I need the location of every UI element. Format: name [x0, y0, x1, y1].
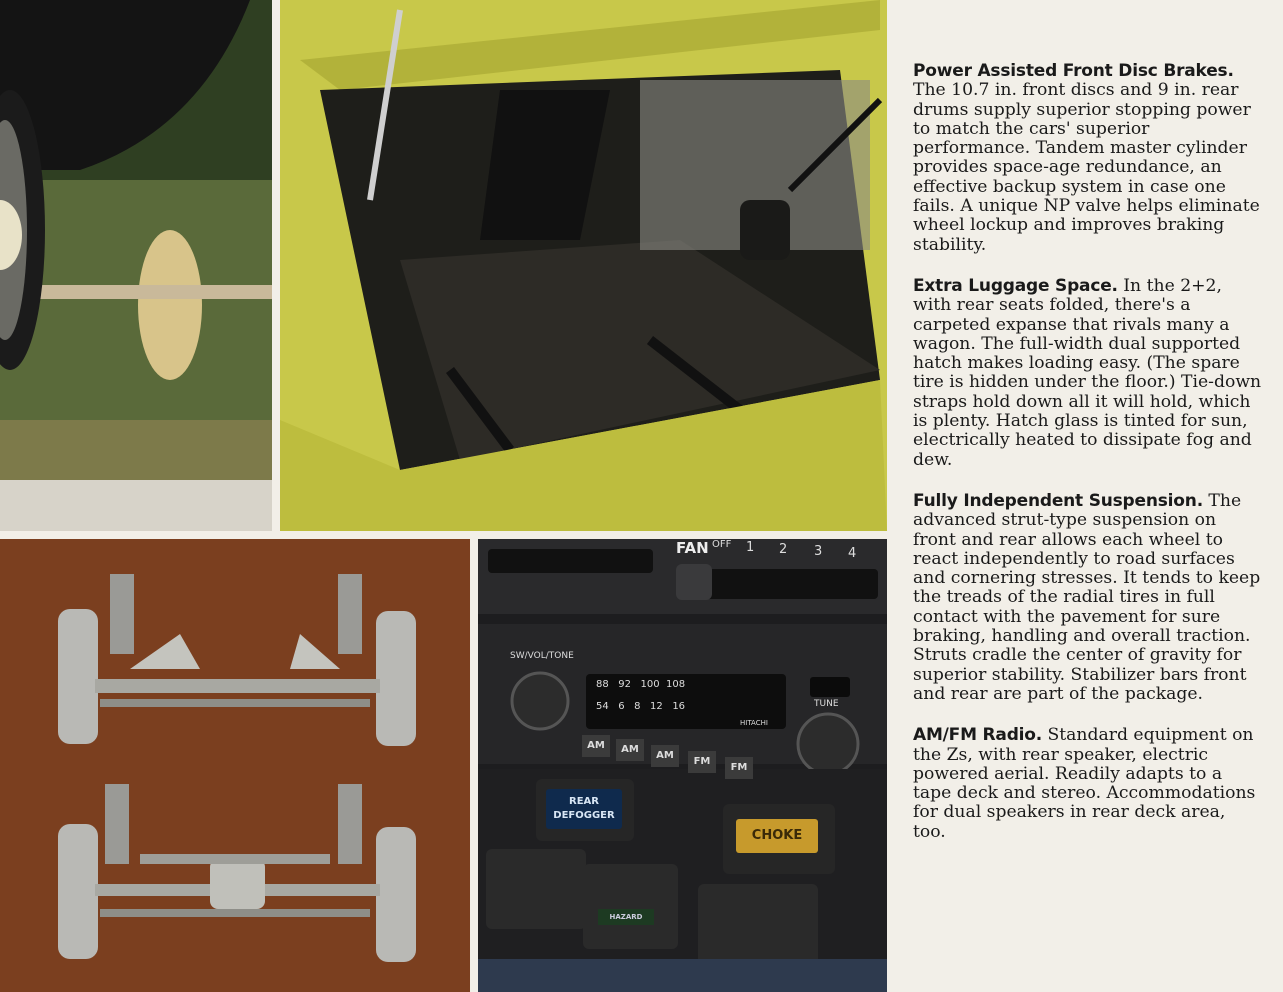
section-suspension	[913, 492, 1263, 704]
section-body: The advanced strut-type suspension on front and rear allows each wheel to react independently to road surfaces and cornering stresses. It tends to keep the treads of the radial tires in full contact with the pavement for sure braking, handling and overall traction. Struts cradle the center of gravity for superior stability. Stabilizer bars front and rear are part of the package.	[913, 490, 1261, 704]
choke-button[interactable]: CHOKE	[736, 819, 818, 853]
preset-button-4[interactable]: FM	[688, 751, 716, 773]
sw-vol-tone-label: SW/VOL/TONE	[510, 651, 574, 661]
rear-defogger-line2: DEFOGGER	[553, 810, 615, 821]
volume-knob[interactable]	[512, 673, 568, 729]
section-heading: AM/FM Radio.	[913, 725, 1043, 746]
mirror-photo-art	[0, 0, 272, 531]
suspension-photo	[0, 539, 470, 992]
preset-button-3[interactable]: AM	[651, 745, 679, 767]
section-body: In the 2+2, with rear seats folded, there's a carpeted expanse that rivals many a wagon. The full-width dual supported hatch makes loading easy. (The spare tire is hidden under the floor.) Tie-down straps hold down all it will hold, which is plenty. Hatch glass is tinted for sun, electrically heated to dissipate fog and dew.	[913, 275, 1262, 470]
radio-brand: HITACHI	[740, 719, 768, 727]
rear-defogger-button[interactable]	[546, 789, 622, 829]
luggage-photo-art	[280, 0, 887, 531]
tune-knob[interactable]	[798, 714, 858, 774]
section-brakes	[913, 62, 1263, 255]
dial-scale-am: 54 6 8 12 16	[596, 701, 686, 712]
section-radio	[913, 726, 1263, 842]
section-heading: Fully Independent Suspension.	[913, 490, 1203, 511]
fan-label: FAN	[676, 539, 709, 557]
dial-scale-fm: 88 92 100 108	[596, 679, 686, 690]
preset-button-1[interactable]: AM	[582, 735, 610, 757]
fan-speed-2: 2	[779, 542, 788, 557]
fan-speed-1: 1	[746, 540, 755, 555]
section-luggage	[913, 277, 1263, 470]
road-sign	[138, 230, 202, 380]
dashboard-photo	[478, 539, 887, 992]
section-body: The 10.7 in. front discs and 9 in. rear drums supply superior stopping power to match the cars' superior performance. Tandem master cylinder provides space-age redundance, an effective backup system in case one fails. A unique NP valve helps eliminate wheel lockup and improves braking stability.	[913, 80, 1260, 255]
section-heading: Extra Luggage Space.	[913, 275, 1118, 296]
mirror-photo	[0, 0, 272, 531]
suspension-photo-art	[0, 539, 470, 992]
preset-button-5[interactable]: FM	[725, 757, 753, 779]
fan-speed-3: 3	[814, 544, 823, 559]
luggage-photo	[280, 0, 887, 531]
tune-label: TUNE	[814, 699, 839, 709]
dashboard-photo-art	[478, 539, 887, 992]
fan-speed-4: 4	[848, 546, 857, 561]
fan-off-label: OFF	[712, 539, 732, 550]
feature-text-column	[913, 62, 1263, 864]
section-body: Standard equipment on the Zs, with rear speaker, electric powered aerial. Readily adapts to a tape deck and stereo. Accommodations for dual speakers in rear deck area, too.	[913, 725, 1256, 842]
preset-button-2[interactable]: AM	[616, 739, 644, 761]
hazard-switch[interactable]: HAZARD	[598, 909, 654, 925]
rear-defogger-line1: REAR	[569, 796, 599, 807]
section-heading: Power Assisted Front Disc Brakes.	[913, 61, 1234, 81]
